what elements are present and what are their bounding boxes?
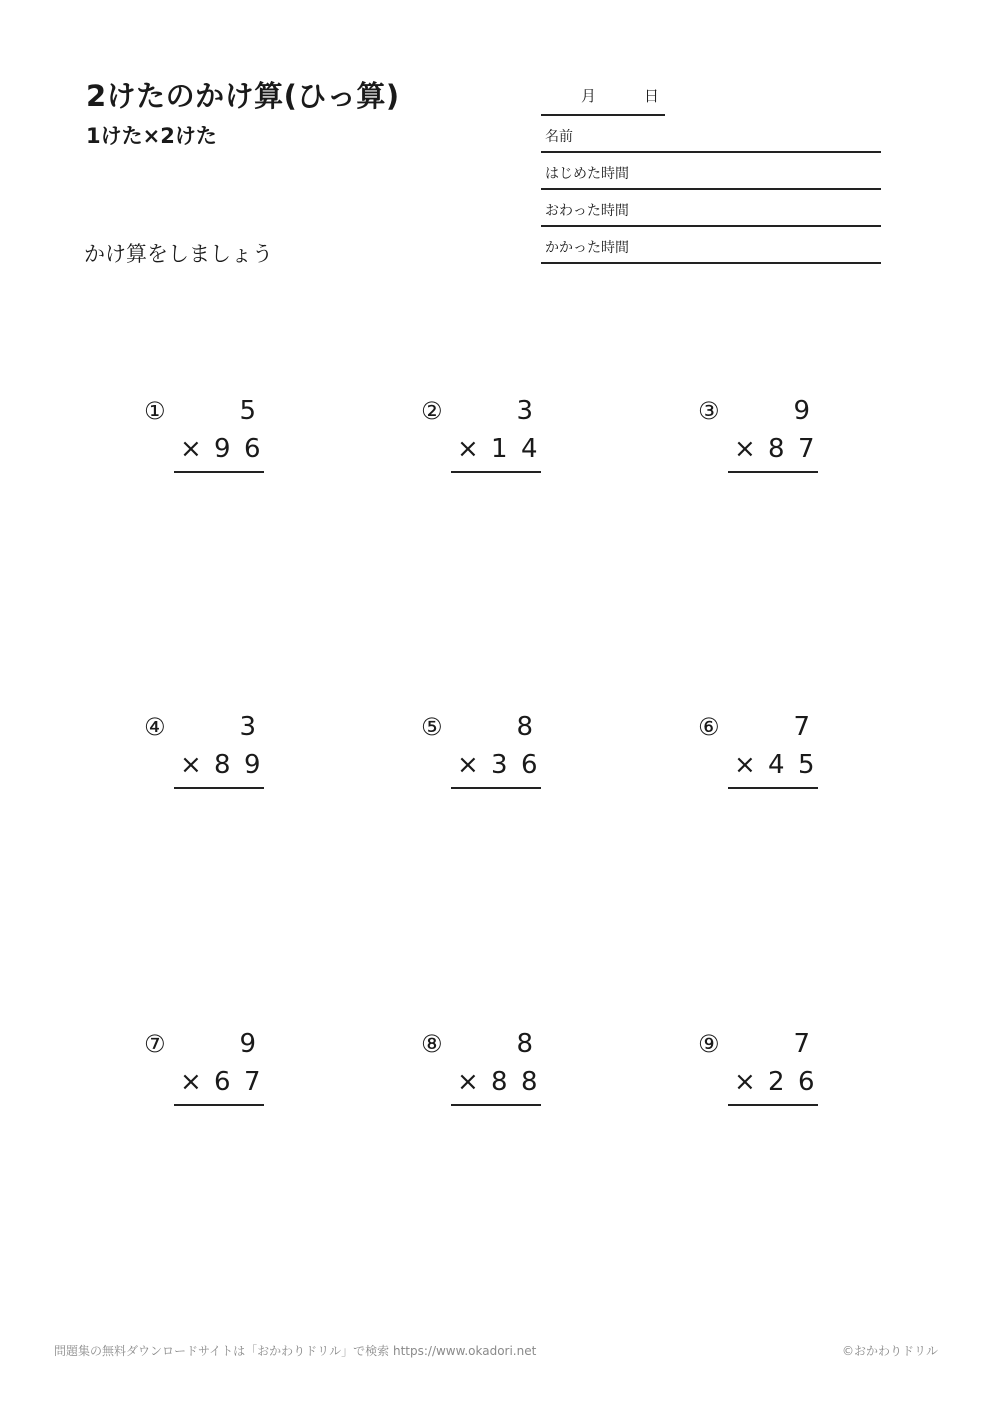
times-sign: ×: [734, 434, 756, 464]
multiplier-line: [451, 1068, 541, 1106]
multiplier-ones: 6: [798, 1067, 815, 1097]
multiplier-line: [174, 435, 264, 473]
multiplicand: 7: [793, 1029, 810, 1059]
problem-number: ①: [144, 397, 166, 425]
multiplier-line: [451, 435, 541, 473]
problem-6: [698, 713, 820, 793]
multiplier-line: [728, 751, 818, 789]
month-label: 月: [581, 87, 597, 105]
problem-number: ③: [698, 397, 720, 425]
multiplier-tens: 6: [214, 1067, 231, 1097]
multiplier-ones: 7: [798, 434, 815, 464]
elapsed-time-field[interactable]: かかった時間: [541, 227, 881, 264]
times-sign: ×: [734, 1067, 756, 1097]
multiplier-ones: 4: [521, 434, 538, 464]
problem-number: ⑦: [144, 1030, 166, 1058]
problem-number: ②: [421, 397, 443, 425]
multiplier-tens: 9: [214, 434, 231, 464]
multiplier-tens: 8: [768, 434, 785, 464]
day-label: 日: [644, 87, 660, 105]
page-subtitle: 1けた×2けた: [86, 124, 217, 148]
times-sign: ×: [734, 750, 756, 780]
problem-number: ⑤: [421, 713, 443, 741]
problem-1: [144, 397, 266, 477]
problem-number: ④: [144, 713, 166, 741]
multiplier-tens: 8: [214, 750, 231, 780]
times-sign: ×: [457, 750, 479, 780]
times-sign: ×: [180, 1067, 202, 1097]
multiplier-tens: 4: [768, 750, 785, 780]
multiplicand: 7: [793, 712, 810, 742]
multiplicand: 3: [516, 396, 533, 426]
multiplier-line: [174, 1068, 264, 1106]
multiplier-ones: 7: [244, 1067, 261, 1097]
multiplicand: 9: [239, 1029, 256, 1059]
multiplier-ones: 8: [521, 1067, 538, 1097]
problem-4: [144, 713, 266, 793]
footer-copyright: ©おかわりドリル: [841, 1344, 938, 1358]
multiplier-ones: 9: [244, 750, 261, 780]
problem-3: [698, 397, 820, 477]
page-title: 2けたのかけ算(ひっ算): [86, 79, 400, 113]
problem-8: [421, 1030, 543, 1110]
multiplicand: 8: [516, 712, 533, 742]
multiplier-line: [174, 751, 264, 789]
end-time-field[interactable]: おわった時間: [541, 190, 881, 227]
multiplier-line: [728, 435, 818, 473]
multiplier-tens: 1: [491, 434, 508, 464]
problem-5: [421, 713, 543, 793]
info-box: [541, 74, 881, 264]
multiplier-line: [451, 751, 541, 789]
multiplier-tens: 3: [491, 750, 508, 780]
multiplier-line: [728, 1068, 818, 1106]
problem-number: ⑧: [421, 1030, 443, 1058]
problem-2: [421, 397, 543, 477]
multiplicand: 8: [516, 1029, 533, 1059]
start-time-field[interactable]: はじめた時間: [541, 153, 881, 190]
footer-site-note: 問題集の無料ダウンロードサイトは「おかわりドリル」で検索 https://www.okadori.net: [54, 1344, 537, 1358]
times-sign: ×: [180, 434, 202, 464]
multiplicand: 3: [239, 712, 256, 742]
problem-7: [144, 1030, 266, 1110]
multiplier-ones: 6: [521, 750, 538, 780]
multiplier-ones: 5: [798, 750, 815, 780]
date-field[interactable]: [541, 74, 665, 116]
instruction-text: かけ算をしましょう: [84, 242, 273, 266]
times-sign: ×: [180, 750, 202, 780]
problem-number: ⑥: [698, 713, 720, 741]
times-sign: ×: [457, 434, 479, 464]
multiplier-ones: 6: [244, 434, 261, 464]
multiplicand: 5: [239, 396, 256, 426]
name-field[interactable]: 名前: [541, 116, 881, 153]
multiplier-tens: 8: [491, 1067, 508, 1097]
times-sign: ×: [457, 1067, 479, 1097]
multiplier-tens: 2: [768, 1067, 785, 1097]
multiplicand: 9: [793, 396, 810, 426]
problem-9: [698, 1030, 820, 1110]
problem-number: ⑨: [698, 1030, 720, 1058]
